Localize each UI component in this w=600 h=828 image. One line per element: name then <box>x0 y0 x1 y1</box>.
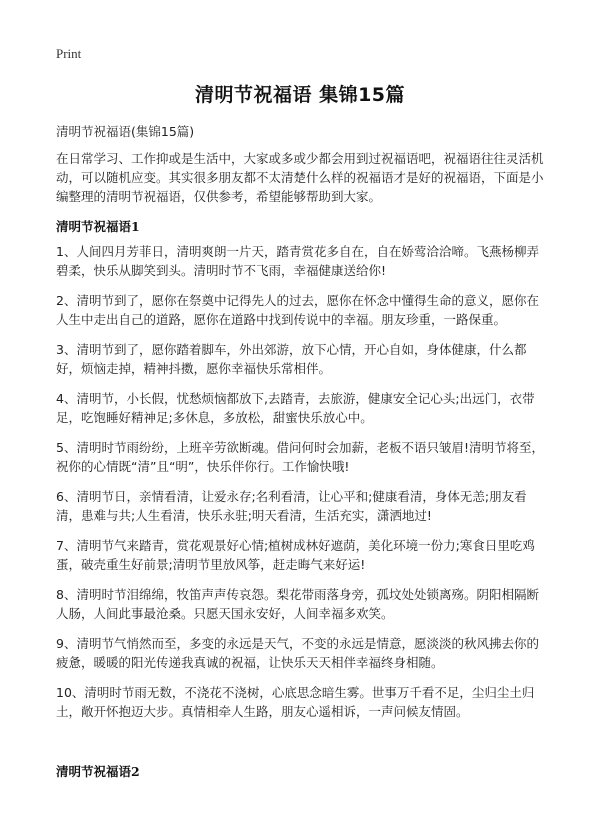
section-heading-2: 清明节祝福语2 <box>56 764 140 779</box>
section-heading-1: 清明节祝福语1 <box>56 219 140 234</box>
document-subtitle: 清明节祝福语(集锦15篇) <box>56 124 195 139</box>
list-item: 7、清明节气来踏青，赏花观景好心情;植树成林好遮荫，美化环境一份力;寒食日里吃鸡蛋，破壳重生好前景;清明节里放风筝，赶走晦气来好运! <box>56 538 535 572</box>
blessing-list-1 <box>56 242 546 732</box>
list-item: 3、清明节到了，愿你踏着脚车，外出郊游，放下心情，开心自如，身体健康，什么都好，烦恼走掉，精神抖擞，愿你幸福快乐常相伴。 <box>56 342 527 376</box>
list-item: 2、清明节到了，愿你在祭奠中记得先人的过去，愿你在怀念中懂得生命的意义，愿你在人生中走出自己的道路，愿你在道路中找到传说中的幸福。朋友珍重，一路保重。 <box>56 293 539 327</box>
list-item: 6、清明节日，亲情看清，让爱永存;名利看清，让心平和;健康看清，身体无恙;朋友看清，患难与共;人生看清，快乐永驻;明天看清，生活充实，潇洒地过! <box>56 489 527 523</box>
list-item: 9、清明节气悄然而至，多变的永远是天气，不变的永远是情意，愿淡淡的秋风拂去你的疲惫，暖暖的阳光传递我真诚的祝福，让快乐天天相伴幸福终身相随。 <box>56 636 539 670</box>
list-item: 10、清明时节雨无数，不浇花不浇树，心底思念暗生雾。世事万千看不足，尘归尘土归土，敞开怀抱迈大步。真情相牵人生路，朋友心遥相诉，一声问候友情固。 <box>56 685 535 719</box>
list-item: 8、清明时节泪绵绵，牧笛声声传哀怨。梨花带雨落身旁，孤坟处处锁离殇。阴阳相隔断人肠，人间此事最沧桑。只愿天国永安好，人间幸福多欢笑。 <box>56 587 539 621</box>
list-item: 4、清明节，小长假，忧愁烦恼都放下,去踏青，去旅游，健康安全记心头;出远门，衣带足，吃饱睡好精神足;多休息，多放松，甜蜜快乐放心中。 <box>56 391 535 425</box>
page-title: 清明节祝福语 集锦15篇 <box>194 84 406 106</box>
intro-paragraph: 在日常学习、工作抑或是生活中，大家或多或少都会用到过祝福语吧，祝福语往往灵活机动，可以随机应变。其实很多朋友都不太清楚什么样的祝福语才是好的祝福语，下面是小编整理的清明节祝福语，仅供参考，希望能够帮助到大家。 <box>56 151 544 204</box>
list-item: 5、清明时节雨纷纷，上班辛劳欲断魂。借问何时会加薪，老板不语只皱眉!清明节将至，祝你的心情既“清”且“明”，快乐伴你行。工作愉快哦! <box>56 440 544 474</box>
print-link[interactable]: Print <box>56 46 82 61</box>
list-item: 1、人间四月芳菲日，清明爽朗一片天，踏青赏花多自在，自在娇莺洽洽啼。飞燕杨柳弄碧柔，快乐从脚笑到头。清明时节不飞雨，幸福健康送给你! <box>56 244 539 278</box>
